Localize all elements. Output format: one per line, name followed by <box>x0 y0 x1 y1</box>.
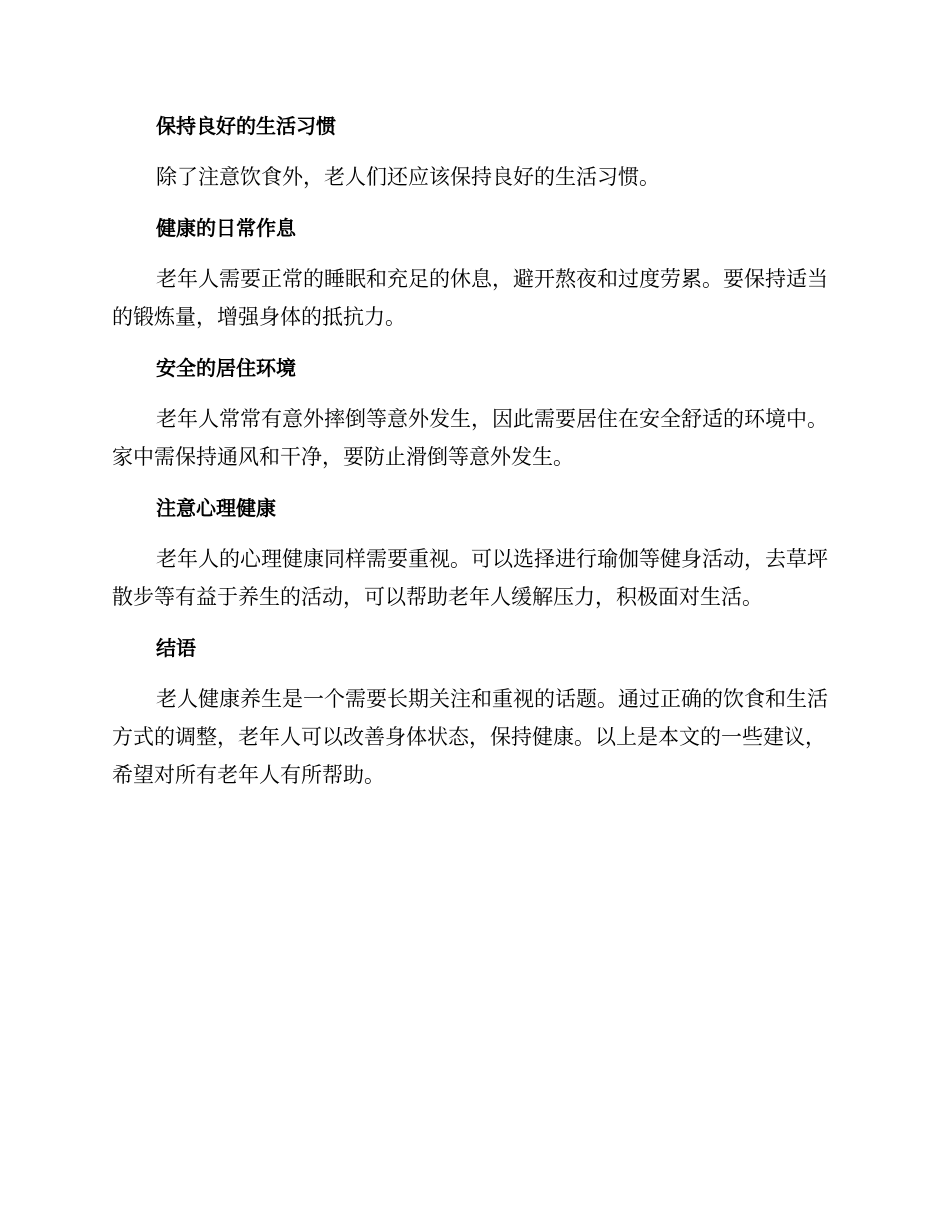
section-heading-conclusion: 结语 <box>156 636 196 660</box>
section-paragraph-habits: 除了注意饮食外，老人们还应该保持良好的生活习惯。 <box>156 165 660 189</box>
section-paragraph-environment: 老年人常常有意外摔倒等意外发生，因此需要居住在安全舒适的环境中。家中需保持通风和干净，要防止滑倒等意外发生。 <box>112 407 828 469</box>
document-body <box>112 108 832 794</box>
section-heading-routine: 健康的日常作息 <box>156 216 296 240</box>
section-heading-habits: 保持良好的生活习惯 <box>156 114 336 138</box>
section-paragraph-conclusion: 老人健康养生是一个需要长期关注和重视的话题。通过正确的饮食和生活方式的调整，老年人可以改善身体状态，保持健康。以上是本文的一些建议，希望对所有老年人有所帮助。 <box>112 687 828 787</box>
section-paragraph-routine: 老年人需要正常的睡眠和充足的休息，避开熬夜和过度劳累。要保持适当的锻炼量，增强身体的抵抗力。 <box>112 267 828 329</box>
section-heading-environment: 安全的居住环境 <box>156 356 296 380</box>
section-heading-mental-health: 注意心理健康 <box>156 496 276 520</box>
section-paragraph-mental-health: 老年人的心理健康同样需要重视。可以选择进行瑜伽等健身活动，去草坪散步等有益于养生的活动，可以帮助老年人缓解压力，积极面对生活。 <box>112 547 828 609</box>
